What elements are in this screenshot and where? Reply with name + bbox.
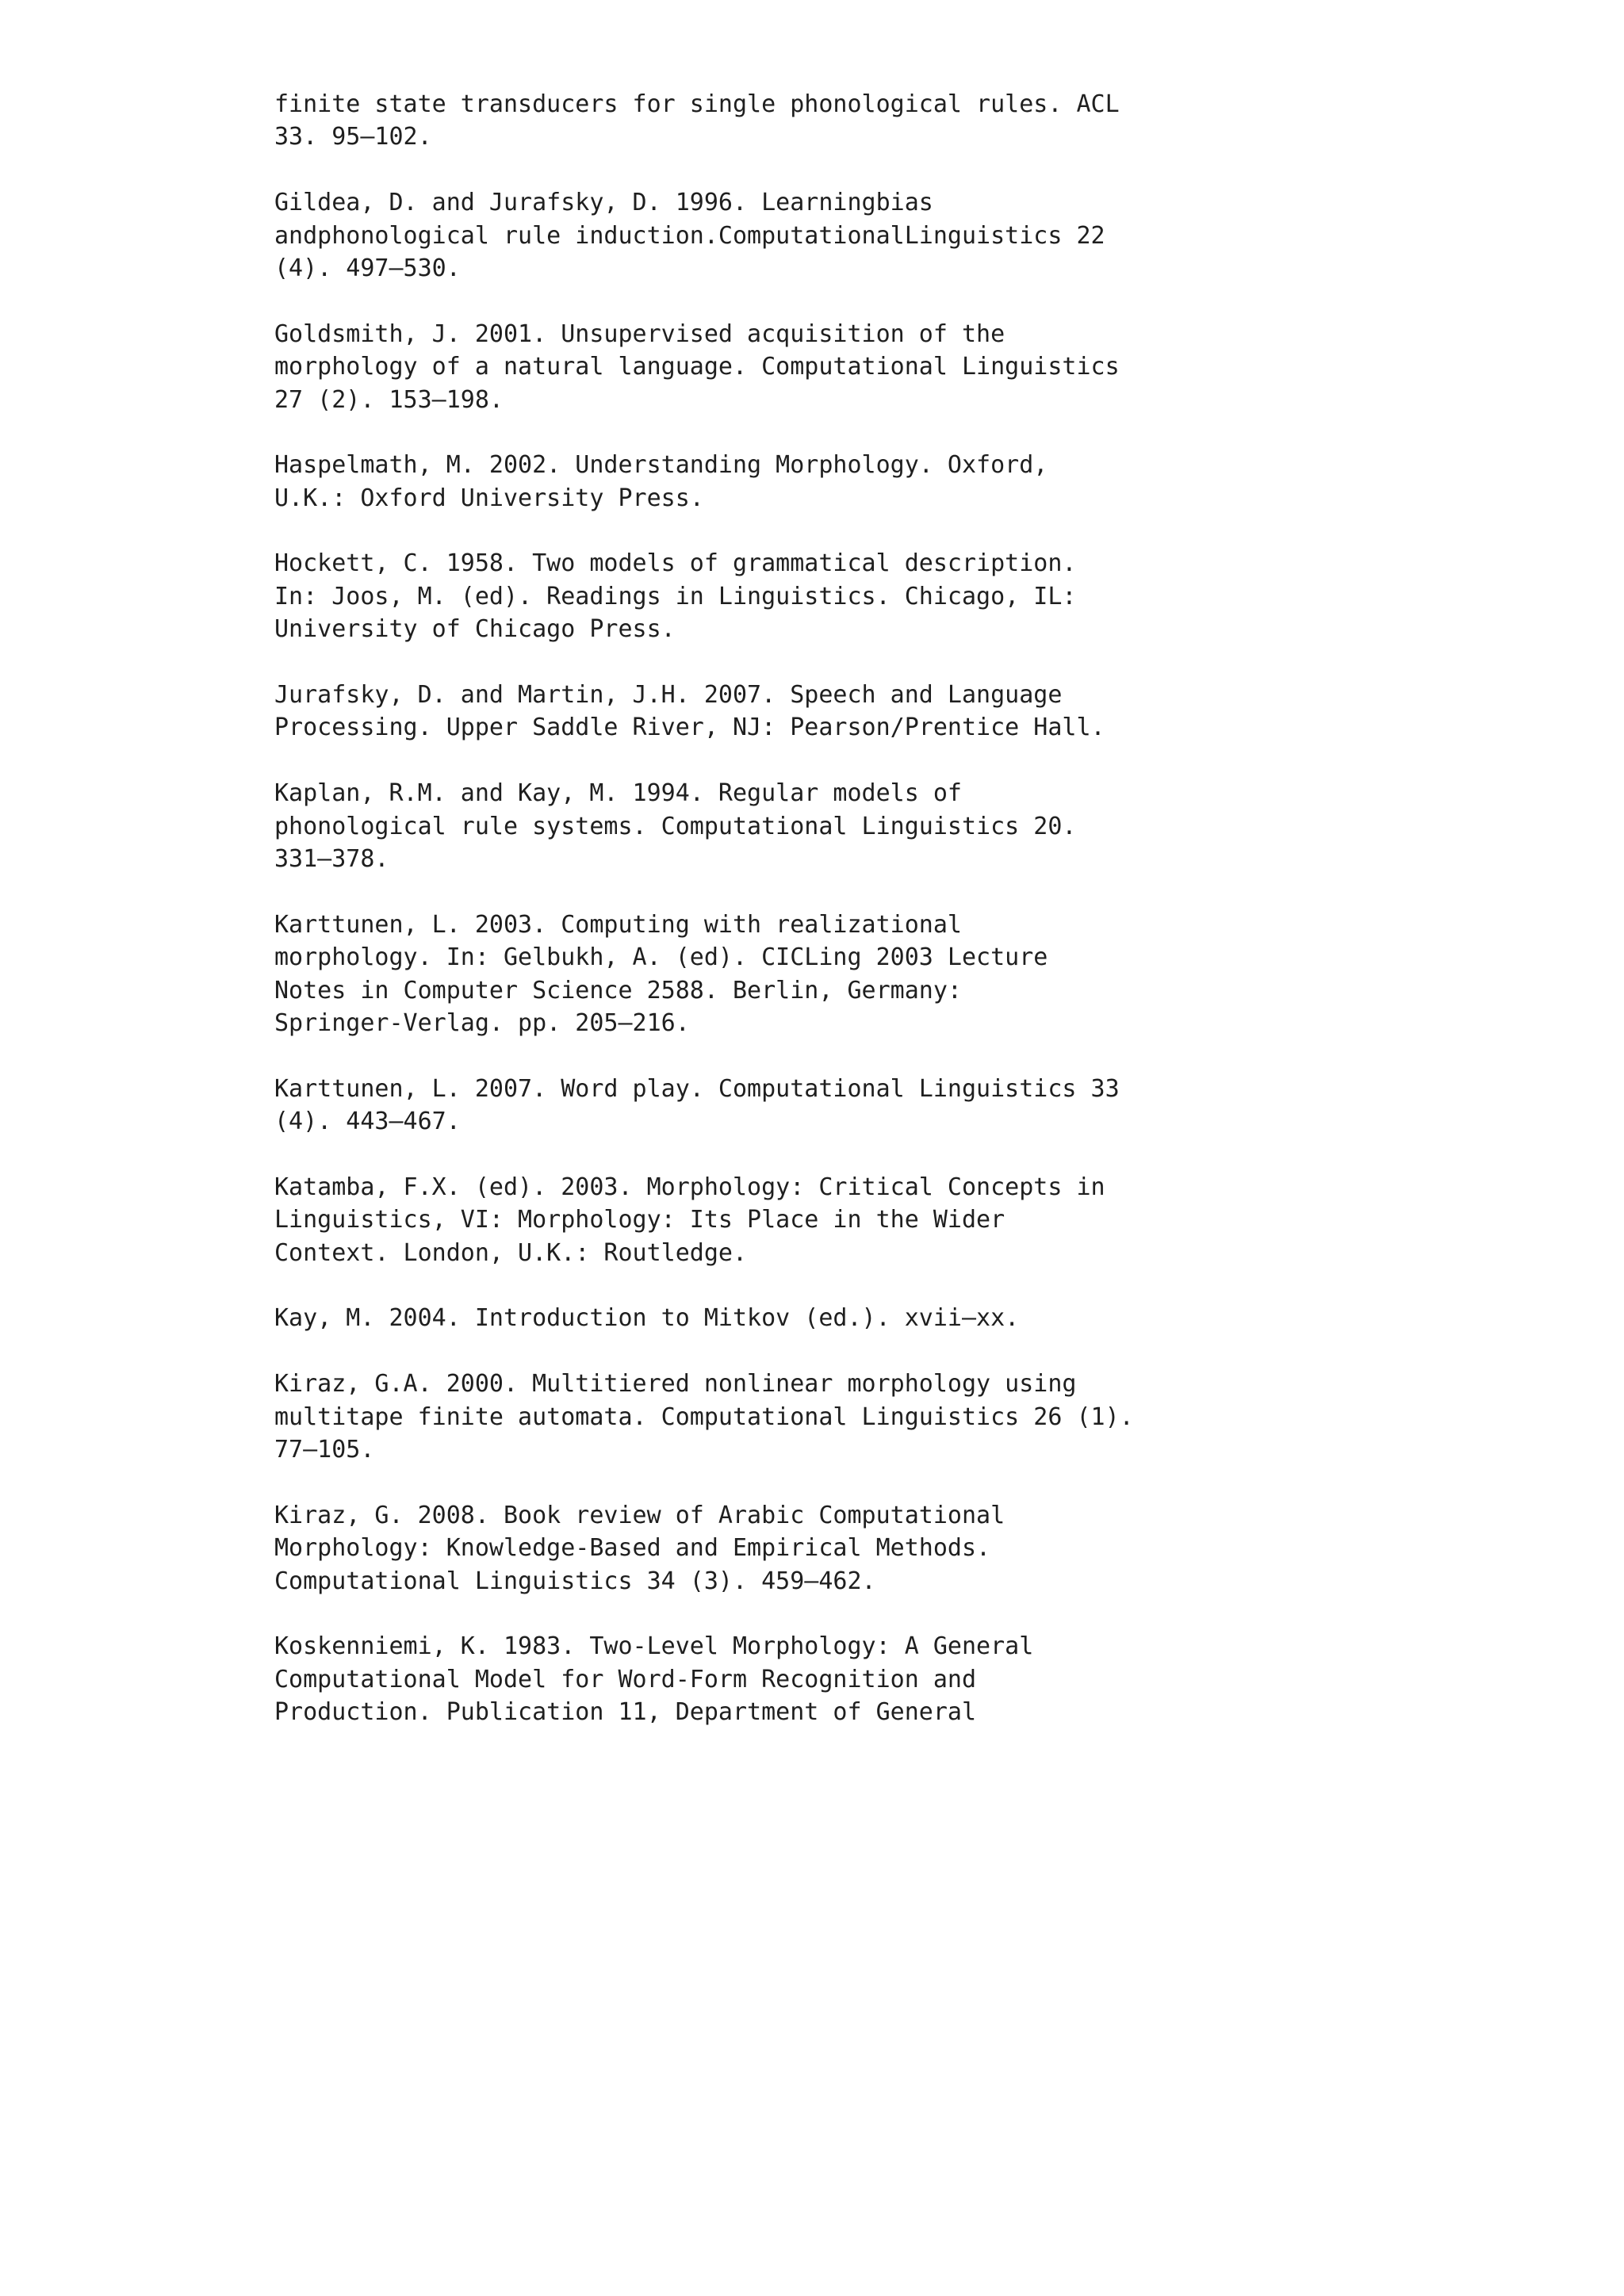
reference-line: finite state transducers for single phonological rules. ACL — [274, 90, 1120, 118]
reference-line: Koskenniemi, K. 1983. Two-Level Morphology: A General — [274, 1632, 1034, 1661]
reference-line: Haspelmath, M. 2002. Understanding Morphology. Oxford, — [274, 451, 1048, 480]
reference-line: Kiraz, G.A. 2000. Multitiered nonlinear morphology using — [274, 1370, 1077, 1399]
reference-line: phonological rule systems. Computational Linguistics 20. — [274, 812, 1077, 840]
reference-line: Gildea, D. and Jurafsky, D. 1996. Learningbias — [274, 189, 933, 217]
reference-line: andphonological rule induction.ComputationalLinguistics 22 — [274, 221, 1105, 250]
reference-entry — [274, 1630, 1448, 1728]
reference-line: 77–105. — [274, 1436, 375, 1464]
reference-line: multitape finite automata. Computational Linguistics 26 (1). — [274, 1402, 1134, 1431]
reference-entry — [274, 1499, 1448, 1598]
reference-entry — [274, 1302, 1448, 1334]
reference-line: In: Joos, M. (ed). Readings in Linguistics. Chicago, IL: — [274, 582, 1077, 610]
reference-entry — [274, 1171, 1448, 1269]
reference-line: Kaplan, R.M. and Kay, M. 1994. Regular models of — [274, 779, 962, 808]
reference-line: Linguistics, VI: Morphology: Its Place in the Wider — [274, 1206, 1005, 1234]
reference-line: (4). 497–530. — [274, 254, 461, 282]
reference-line: Springer-Verlag. pp. 205–216. — [274, 1008, 690, 1037]
reference-line: morphology of a natural language. Computational Linguistics — [274, 353, 1120, 381]
reference-entry — [274, 186, 1448, 285]
reference-line: University of Chicago Press. — [274, 615, 676, 644]
reference-entry — [274, 88, 1448, 154]
reference-line: Goldsmith, J. 2001. Unsupervised acquisition of the — [274, 320, 1005, 348]
reference-entry — [274, 1073, 1448, 1138]
reference-line: morphology. In: Gelbukh, A. (ed). CICLing 2003 Lecture — [274, 943, 1048, 972]
reference-line: Computational Linguistics 34 (3). 459–462. — [274, 1567, 876, 1595]
reference-entry — [274, 909, 1448, 1040]
reference-line: 27 (2). 153–198. — [274, 385, 504, 414]
reference-line: Computational Model for Word-Form Recognition and — [274, 1665, 977, 1693]
reference-line: Karttunen, L. 2007. Word play. Computational Linguistics 33 — [274, 1074, 1120, 1103]
reference-entry — [274, 1368, 1448, 1466]
reference-entry — [274, 547, 1448, 645]
reference-line: Katamba, F.X. (ed). 2003. Morphology: Critical Concepts in — [274, 1173, 1105, 1201]
reference-entry — [274, 777, 1448, 875]
reference-line: Production. Publication 11, Department of General — [274, 1698, 977, 1727]
reference-entry — [274, 679, 1448, 744]
reference-line: Kay, M. 2004. Introduction to Mitkov (ed.). xvii–xx. — [274, 1304, 1020, 1333]
reference-line: Kiraz, G. 2008. Book review of Arabic Computational — [274, 1501, 1005, 1529]
reference-entry — [274, 318, 1448, 416]
reference-line: 33. 95–102. — [274, 123, 432, 151]
reference-entry — [274, 449, 1448, 515]
reference-line: Jurafsky, D. and Martin, J.H. 2007. Speech and Language — [274, 681, 1063, 710]
reference-line: Morphology: Knowledge-Based and Empirical Methods. — [274, 1534, 991, 1563]
reference-line: Processing. Upper Saddle River, NJ: Pearson/Prentice Hall. — [274, 714, 1105, 742]
reference-line: Context. London, U.K.: Routledge. — [274, 1238, 748, 1267]
reference-list — [274, 88, 1448, 1762]
reference-line: Karttunen, L. 2003. Computing with realizational — [274, 910, 962, 939]
reference-line: (4). 443–467. — [274, 1108, 461, 1136]
reference-line: Notes in Computer Science 2588. Berlin, Germany: — [274, 976, 962, 1004]
reference-line: 331–378. — [274, 844, 389, 873]
reference-line: Hockett, C. 1958. Two models of grammatical description. — [274, 549, 1077, 578]
reference-line: U.K.: Oxford University Press. — [274, 484, 704, 512]
